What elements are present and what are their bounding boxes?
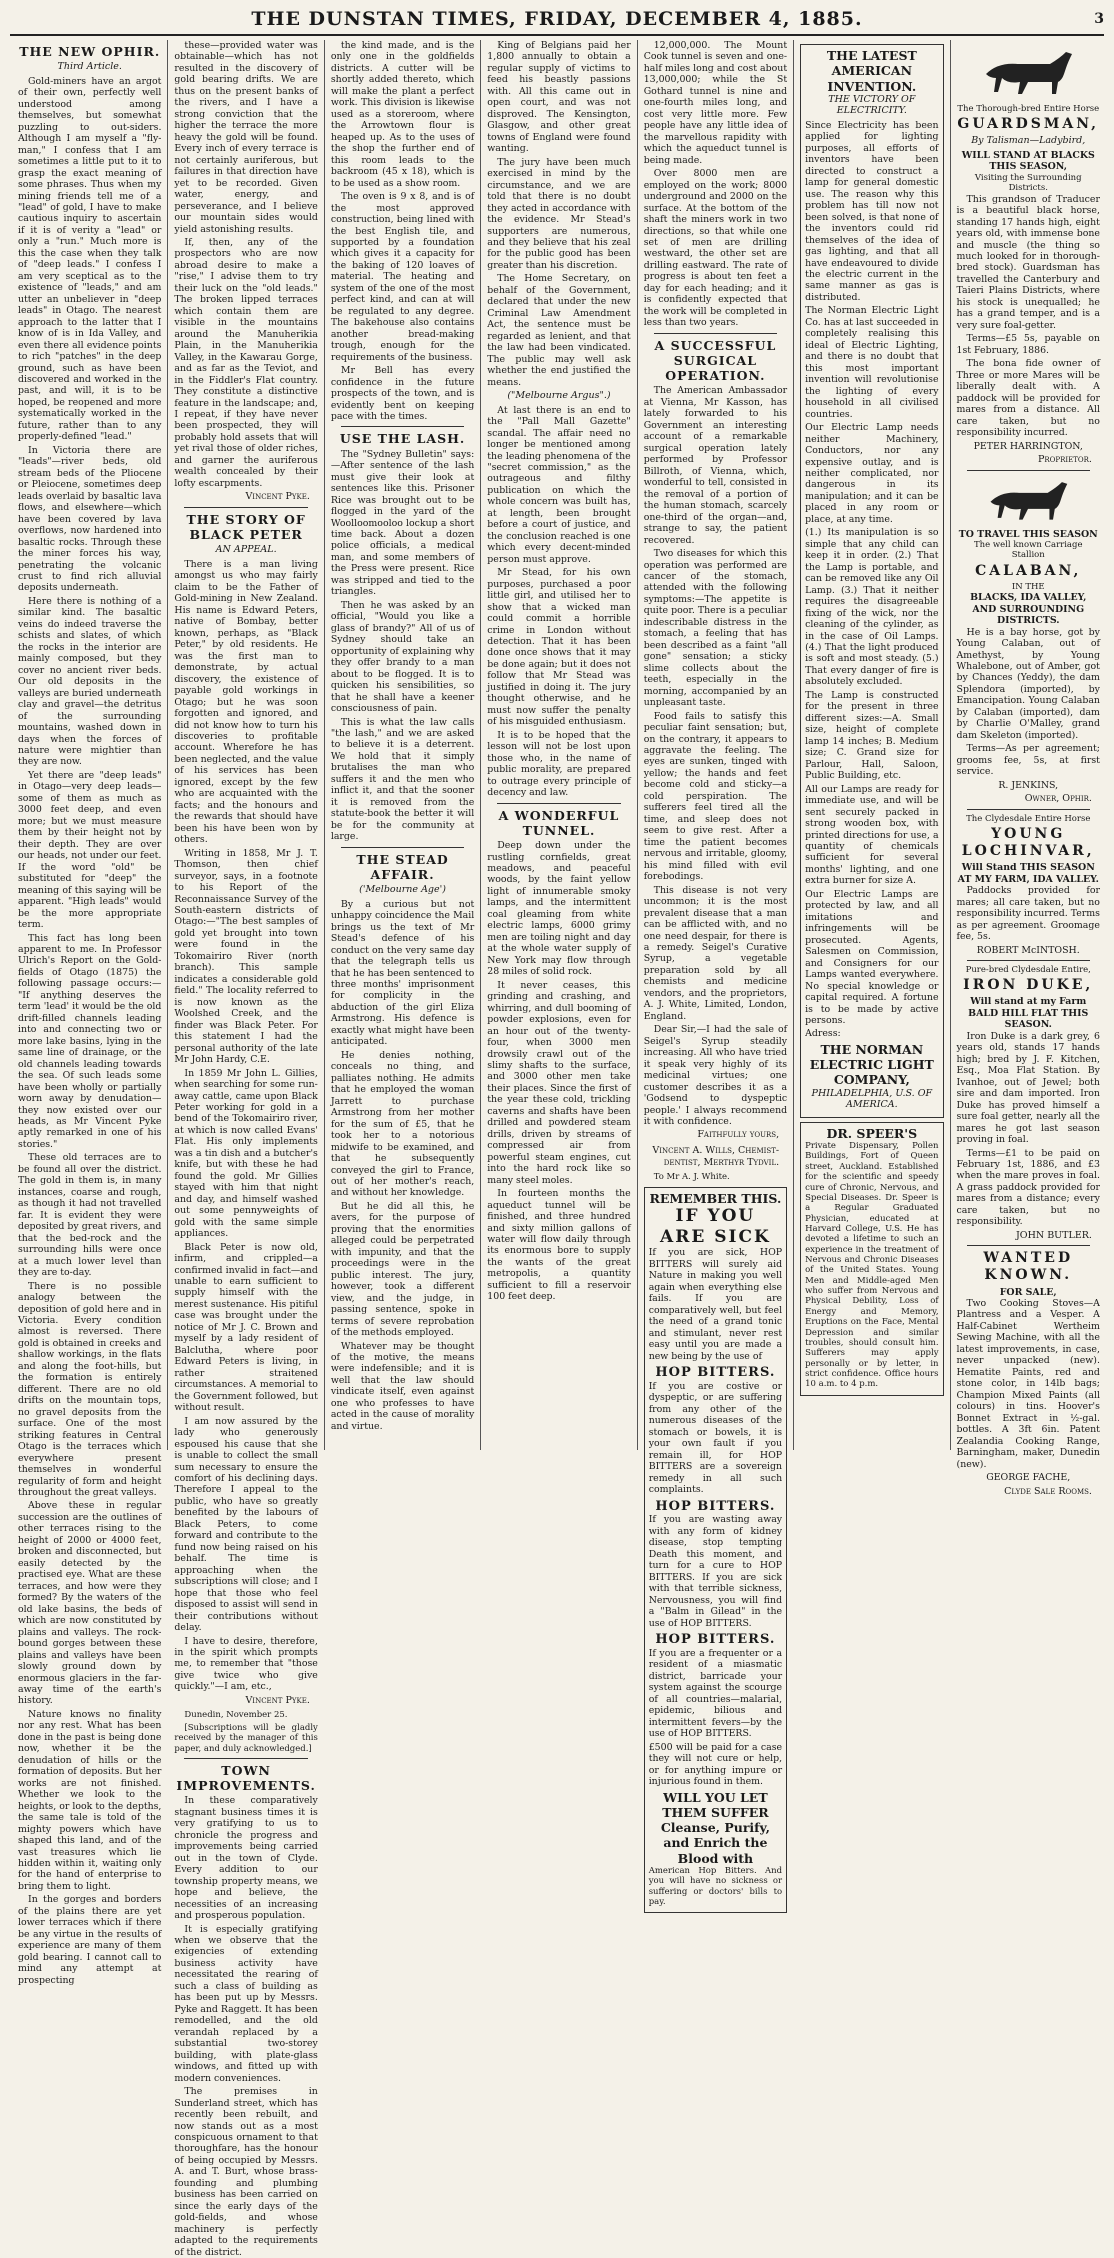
ad-question: WILL YOU LET THEM SUFFER [662, 1789, 769, 1820]
stud-owner: R. JENKINS, [998, 779, 1059, 791]
stud-in: IN THE [1011, 581, 1045, 592]
paragraph: Here there is nothing of a similar kind. The basaltic veins do indeed traverse the schists and slates, of which the rocks in the interior are mainly composed, but they cover no ancient river beds. Our old deposits in the valleys are buried underneath clay and gravel—the detritus of the surrounding mountains, washed down in days when the forces of nature were mightier than they are now. [18, 595, 162, 768]
signature: Vincent Pyke. [245, 491, 310, 503]
column-1 [12, 40, 168, 1986]
column-5 [638, 40, 794, 1907]
divider [184, 1758, 307, 1759]
ad-headline: DR. SPEER'S [826, 1125, 918, 1141]
paragraph: It never ceases, this grinding and crashing, and whirring, and dull booming of powder explosions, even for an hour out of the twenty-four, when 3000 men drowsily crawl out of the slimy shafts to the surface, and 3000 other men take their places. Since the first of the year these cold, trickling caverns and shafts have been drilled and powdered steam drills, driven by streams of compressed air from powerful steam engines, cut into the hard rock like so many steel moles. [487, 979, 631, 1186]
divider [654, 333, 777, 334]
paragraph: He denies nothing, conceals no thing, and palliates nothing. He admits that he employed the woman Jarrett to purchase Armstrong from her mother for the sum of £5, that he took her to a notorious midwife to be examined, and that he subsequently conveyed the girl to France, out of her mother's reach, and without her knowledge. [330, 1049, 475, 1199]
paragraph: In 1859 Mr John L. Gillies, when searching for some run-away cattle, came upon Black Peter working for gold in a bend of the Tokomairiro river, at which is now called Evans' Flat. His only implements was a tin dish and a butcher's knife, but with these he had found the gold. Mr Gillies stayed with him that night and day, and himself washed out some pennyweights of gold with the same simple appliances. [174, 1067, 318, 1240]
sale-items: Two Cooking Stoves—A Plantress and a Vesper. A Half-Cabinet Wertheim Sewing Machine, with all the latest improvements, in case, never unpacked (new). Hematite Paints, red and stone color, in 14lb bags; Champion Mixed Paints (all colours) in tins. Hoover's Bonnet Extract in ½-gal. bottles. A 3ft 6in. Patent Zealandia Cooking Range, Barningham, maker, Dunedin (new). [956, 1298, 1100, 1470]
stud-horse-name: CALABAN, [975, 562, 1082, 579]
article-heading-use-the-lash: USE THE LASH. [339, 431, 466, 447]
ad-list: (1.) Its manipulation is so simple that any child can keep it in order. (2.) That the Lamp is portable, and can be removed like any Oil Lamp. (3.) That it neither requires the disagreeable fixing of the wick, nor the cleaning of the cylinder, as in the case of Oil Lamps. (4.) That the light produced is soft and most steady. (5.) That every danger of fire is absolutely excluded. [805, 527, 939, 688]
divider [184, 507, 307, 508]
ad-brand: HOP BITTERS. [655, 1632, 776, 1648]
ad-subheadline: THE VICTORY OF ELECTRICITY. [828, 93, 916, 117]
ad-paragraph: Private Dispensary, Pollen Buildings, Fort of Queen street, Auckland. Established for the scientific and speedy cure of Chronic, Nervous, and Special Diseases. Dr. Speer is a Regular Graduated Physician, educated at Harvard College, U.S. He has devoted a lifetime to such an experience in the treatment of Nervous and Chronic Diseases of the United States. Young Men and Middle-aged Men who suffer from Nervous and Physical Debility, Loss of Energy and Memory, Eruptions on the Face, Mental Depression and similar troubles, should consult him. Sufferers may apply personally or by letter, in strict confidence. Office hours 10 a.m. to 4 p.m. [805, 1141, 939, 1390]
divider [497, 803, 620, 804]
paragraph: In Victoria there are "leads"—river beds, old stream beds of the Pliocene or Pleiocene, sometimes deep leads overlaid by basaltic lava flows, and elsewhere—which have been covered by lava overflows, now hardened into basaltic rocks. Through these the miner forces his way, penetrating the volcanic crust to find rich alluvial deposits underneath. [18, 444, 162, 594]
article-subheading: AN APPEAL. [215, 544, 277, 556]
column-6 [794, 40, 950, 1450]
ad-paragraph: The Lamp is constructed for the present in three different sizes:—A. Small size, height of complete lamp 14 inches; B. Medium size; C. Grand size for Parlour, Hall, Saloon, Public Building, etc. [805, 689, 939, 782]
column-7 [951, 40, 1106, 1497]
paragraph: At last there is an end to the "Pall Mall Gazette" scandal. The affair need no longer be mentioned among the leading phenomena of the "secret commission," as the outrageous and filthy publication on which the whole concern was built has, at length, been brought before a court of justice, and the conclusion reached is one which every decent-minded person must approve. [487, 404, 631, 565]
stud-owner-role: Proprietor. [1037, 453, 1092, 465]
ad-paragraph: Our Electric Lamps are protected by law, and all imitations and infringements will be prosecuted. Agents, Salesmen on Commission, and Consigners for our Lamps wanted everywhere. No special knowledge or capital required. A fortune is to be made by active persons. [805, 888, 939, 1026]
paragraph: Mr Bell has every confidence in the future prospects of the town, and is evidently bent on keeping pace with the times. [330, 365, 475, 422]
masthead [10, 4, 1104, 36]
column-2 [168, 40, 324, 2258]
paragraph: The American Ambassador at Vienna, Mr Kasson, has lately forwarded to his Government an interesting account of a remarkable surgical operation lately performed by Professor Billroth, of Vienna, which, wonderful to tell, consisted in the removal of a portion of the human stomach, scarcely one-third of the organ—and, strange to say, the patient recovered. [643, 385, 788, 546]
stud-pedigree: By Talisman—Ladybird, [971, 135, 1086, 147]
paragraph: Gold-miners have an argot of their own, perfectly well understood among themselves, but somewhat puzzling to out-siders. Although I am myself a "fly-man," I confess that I am sometimes a little put to it to grasp the exact meaning of some phrases. Thus when my mining friends tell me of a "lead" of gold, I have to make cautious inquiry to ascertain if it is of verity a "lead" or only a "run." Much more is this the case when they talk of "deep leads." I confess I am very sceptical as to the existence of "leads," and am utter an unbeliever in "deep leads" in Otago. The nearest approach to the latter that I know of is in Ida Valley, and even there all evidence points to rich "patches" in the deep ground, such as have been discovered and worked in the past, and will, it is to be hoped, be reopened and more systematically worked in the future, rather than to any properly-defined "lead." [18, 75, 162, 443]
paragraph: The Home Secretary, on behalf of the Government, declared that under the new Criminal Law Amendment Act, the sentence must be regarded as lenient, and that the law had been vindicated. The public may well ask whether the end justified the means. [487, 273, 631, 388]
paragraph: Black Peter is now old, infirm, and crippled—a confirmed invalid in fact—and unable to earn sufficient to supply himself with the merest sustenance. His pitiful case was brought under the notice of Mr J. C. Brown and myself by a lady resident of Balclutha, where poor Edward Peters is living, in rather straitened circumstances. A memorial to the Government followed, but without result. [174, 1241, 318, 1414]
paragraph: The oven is 9 x 8, and is of the most approved construction, being lined with the best English tile, and supported by a foundation which gives it a capacity for the baking of 120 loaves of material. The heating and system of the one of the most perfect kind, and can at will be regulated to any degree. The bakehouse also contains another bread-making trough, enough for the requirements of the business. [330, 191, 475, 363]
stud-stand: Will Stand THIS SEASON AT MY FARM, IDA VALLEY. [957, 862, 1099, 885]
article-source: ('Melbourne Age') [359, 884, 446, 896]
newspaper-title: THE DUNSTAN TIMES, FRIDAY, DECEMBER 4, 1885. [251, 8, 863, 30]
paragraph: the kind made, and is the only one in the goldfields districts. A cutter will be shortly added thereto, which will make the plant a perfect work. This division is likewise used as a storeroom, where the Arrowtown flour is heaped up. As to the uses of the shop the further end of this room leads to the backroom (45 x 18), which is to be used as a show room. [330, 40, 475, 189]
stud-intro: Pure-bred Clydesdale Entire, [965, 965, 1091, 975]
sale-owner-role: Clyde Sale Rooms. [1004, 1485, 1092, 1497]
stud-stand: Will stand at my Farm BALD HILL FLAT THIS SEASON. [968, 996, 1089, 1031]
article-heading-surgical-operation: A SUCCESSFUL SURGICAL OPERATION. [654, 337, 777, 384]
stud-horse-name: GUARDSMAN, [957, 116, 1100, 133]
ad-address-label: Adress: [805, 1028, 841, 1040]
ad-brand: HOP BITTERS. [655, 1498, 776, 1514]
ad-paragraph: If you are sick, HOP BITTERS will surely aid Nature in making you well again when everything else fails. If you are comparatively well, but feel the need of a grand tonic and stimulant, never rest easy until you are made a new being by the use of [648, 1247, 783, 1362]
paragraph: He is a bay horse, got by Young Calaban, out of Amethyst, by Young Whalebone, out of Amber, got by Chances (Yeddy), the dam Splendora (imported), by Emancipation. Young Calaban by Calaban (imported), dam by Charlie O'Malley, grand dam Skeleton (imported). [956, 626, 1100, 741]
paragraph: Dear Sir,—I had the sale of Seigel's Syrup steadily increasing. All who have tried it speak very highly of its medicinal virtues; one customer describes it as a 'Godsend to dyspeptic people.' I always recommend it with confidence. [643, 1024, 788, 1127]
paragraph: Over 8000 men are employed on the work; 8000 underground and 2000 on the surface. At the bottom of the shaft the miners work in two directions, so that while one set of men are drilling westward, the other set are drilling eastward. The rate of progress is about ten feet a day for each heading; and it is confidently expected that the work will be completed in less than two years. [643, 168, 788, 329]
paragraph: Writing in 1858, Mr J. T. Thomson, then chief surveyor, says, in a footnote to his Report of the Reconnaissance Survey of the South-eastern districts of Otago:—"The best samples of gold yet brought into town were found in the Tokomairiro River (north branch). This sample indicates a considerable gold field." The locality referred to is now known as the Woolshed Creek, and the finder was Black Peter. For this statement I had the personal authority of the late Mr John Hardy, C.E. [174, 847, 318, 1066]
paragraph: The "Sydney Bulletin" says:—After sentence of the lash must give their look at sentences like this. Prisoner Rice was brought out to be flogged in the yard of the Woolloomooloo lockup a short time back. About a dozen police officials, a medical man, and some members of the Press were present. Rice was stripped and tied to the triangles. [330, 448, 475, 598]
electric-lamp-advertisement [800, 44, 943, 1118]
ad-paragraph: £500 will be paid for a case they will not cure or help, or for anything impure or injurious found in them. [648, 1741, 783, 1788]
horse-illustration-icon [968, 44, 1088, 100]
paragraph: Food fails to satisfy this peculiar faint sensation; but, on the contrary, it appears to aggravate the feeling. The eyes are sunken, tinged with yellow; the hands and feet become cold and sticky—a cold perspiration. The sufferers feel tired all the time, and sleep does not seem to give rest. After a time the patient becomes nervous and irritable, gloomy, his mind filled with evil forebodings. [643, 710, 788, 883]
column-3 [325, 40, 481, 1450]
stud-visit: Visiting the Surrounding Districts. [974, 172, 1082, 194]
paragraph: Two diseases for which this operation was performed are cancer of the stomach, attended with the following symptoms:—The appetite is quite poor. There is a peculiar indescribable distress in the stomach, a feeling that has been described as a faint "all gone" sensation; a sticky slime collects about the teeth, especially in the morning, accompanied by an unpleasant taste. [643, 548, 788, 709]
paragraph: Then he was asked by an official, "Would you like a glass of brandy?" All of us of Sydney should take an opportunity of explaining why they offer brandy to a man about to be flogged. It is to quicken his sensibilities, so that he shall have a keener consciousness of pain. [330, 599, 475, 715]
paragraph: This grandson of Traducer is a beautiful black horse, standing 17 hands high, eight years old, with immense bone and muscle (the thing so much looked for in thorough-bred stock). Guardsman has travelled the Canterbury and Taieri Plains Districts, where his stock is unequalled; he has a grand temper, and is a very sure foal-getter. [956, 193, 1100, 331]
paragraph: The premises in Sunderland street, which has recently been rebuilt, and now stands out as a most conspicuous ornament to that thoroughfare, has the honour of being occupied by Messrs. A. and T. Burt, whose brass-founding and plumbing business has been carried on since the early days of the gold-fields, and whose machinery is perfectly adapted to the requirements of the district. [174, 2086, 318, 2258]
ad-paragraph: If you are a frequenter or a resident of a miasmatic district, barricade your system against the scourge of all countries—malarial, epidemic, bilious and intermittent fevers—by the use of HOP BITTERS. [648, 1647, 783, 1740]
paragraph: This fact has long been apparent to me. In Professor Ulrich's Report on the Gold-fields of Otago (1875) the following passage occurs:— "If anything deserves the term 'lead' it would be the old drift-filled channels leading into and connecting two or more lake basins, lying in the same line of drainage, or the old channels leading towards the sea. Of such leads some have been wholly or partially worn away by denudation—they now existed over our heads, as Mr Vincent Pyke aptly remarked in one of his stories." [18, 932, 162, 1150]
paragraph: I have to desire, therefore, in the spirit which prompts me, to remember that "those give twice who give quickly."—I am, etc., [174, 1635, 318, 1693]
paragraph: Yet there are "deep leads" in Otago—very deep leads—some of them as much as 3000 feet deep, and even more; but we must measure them by their height not by their depth. They are over our heads, not under our feet. If the word "old" be substituted for "deep" the meaning of this saying will be apparent. "High leads" would be the more appropriate term. [18, 769, 162, 931]
stud-terms: Terms—£1 to be paid on February 1st, 1886, and £3 when the mare proves in foal. A grass paddock provided for mares from a distance; every care taken, but no responsibility. [956, 1147, 1100, 1228]
article-heading-black-peter: THE STORY OF BLACK PETER [186, 511, 306, 543]
hop-bitters-advertisement [644, 1187, 787, 1914]
page-columns [12, 40, 1106, 2258]
paragraph: Nature knows no finality nor any rest. What has been done in the past is being done now, whether it be the denudation of hills or the formation of deposits. But her works are not finished. Whether we look to the heights, or look to the depths, the same tale is told of the mighty powers which have shaped this land, and of the vast treasures which lie hidden within it, waiting only for the hand of enterprise to bring them to light. [18, 1708, 162, 1892]
paragraph: Whatever may be thought of the motive, the means were indefensible; and it is well that the law should vindicate itself, even against one who professes to have acted in the cause of morality and virtue. [330, 1340, 475, 1432]
ad-cleanse: Cleanse, Purify, and Enrich the Blood with [660, 1820, 770, 1866]
ad-city: PHILADELPHIA, U.S. OF AMERICA. [811, 1087, 933, 1111]
paragraph: There is a man living amongst us who may fairly claim to be the Father of Gold-mining in New Zealand. His name is Edward Peters, native of Bombay, better known, perhaps, as "Black Peter," by old residents. He was the first man to demonstrate, by actual discovery, the existence of payable gold workings in Otago; but he was soon forgotten and ignored, and did not know how to turn his discoveries to profitable account. Wherefore he has been neglected, and the value of his services has been ignored, except by the few who are acquainted with the facts; and the honours and the rewards that should have been his have been won by others. [174, 558, 318, 846]
ad-paragraph: Our Electric Lamp needs neither Machinery, Conductors, nor any expensive outlay, and is neither complicated, nor dangerous in its manipulation; and it can be placed in any room or place, at any time. [805, 422, 939, 525]
editor-note: [Subscriptions will be gladly received by the manager of this paper, and duly acknowledged.] [174, 1722, 318, 1754]
addressee: To Mr A. J. White. [653, 1172, 730, 1183]
ad-headline: THE LATEST AMERICAN INVENTION. [826, 48, 917, 94]
ad-company: THE NORMAN ELECTRIC LIGHT COMPANY, [809, 1041, 934, 1088]
dr-speer-advertisement [800, 1122, 943, 1396]
ad-paragraph: The Norman Electric Light Co. has at last succeeded in completely realising this ideal of Electric Lighting, and there is no doubt that this most important invention will revolutionise the lighting of every household in all civilised countries. [805, 305, 939, 420]
ad-footer: American Hop Bitters. And you will have no sickness or suffering or doctors' bills to pay. [648, 1865, 783, 1907]
ad-paragraph: If you are wasting away with any form of kidney disease, stop tempting Death this moment, and turn for a cure to HOP BITTERS. If you are sick with that terrible sickness, Nervousness, you will find a "Balm in Gilead" in the use of HOP BITTERS. [648, 1514, 783, 1629]
paragraph: Above these in regular succession are the outlines of other terraces rising to the height of 2000 or 4000 feet, broken and disconnected, but easily detected by the practised eye. What are these terraces, and how were they formed? By the waters of the old lake basins, the beds of which are now constituted by plains and valleys. The rock-bound gorges between these plains and valleys have been slowly ground down by enormous glaciers in the far-away time of the earth's history. [18, 1500, 162, 1707]
paragraph: In these comparatively stagnant business times it is very gratifying to us to chronicle the progress and improvements being carried out in the town of Clyde. Every addition to our township property means, we hope and believe, the necessities of an increasing and prosperous population. [174, 1795, 318, 1922]
paragraph: Mr Stead, for his own purposes, purchased a poor little girl, and utilised her to show that a wicked man could commit a horrible crime in London without detection. That it has been done once shows that it may be done again; but it does not follow that Mr Stead was justified in doing it. The jury thought otherwise, and he must now suffer the penalty of his misguided enthusiasm. [487, 567, 631, 728]
ad-paragraph: Since Electricity has been applied for lighting purposes, all efforts of inventors have been directed to construct a lamp for general domestic use. The reason why this problem has till now not been solved, is that none of the inventors could rid themselves of the idea of gas lighting, and that all have endeavoured to divide the electric current in the same manner as gas is distributed. [805, 119, 939, 303]
paragraph: This disease is not very uncommon; it is the most prevalent disease that a man can be afflicted with, and no one need despair, for there is a remedy. Seigel's Curative Syrup, a vegetable preparation sold by all chemists and medicine vendors, and the proprietors, A. J. White, Limited, London, England. [643, 884, 788, 1022]
article-subheading: Third Article. [57, 61, 122, 73]
divider [341, 847, 464, 848]
ad-headline: IF YOU ARE SICK [660, 1205, 771, 1247]
sale-owner: GEORGE FACHE, [986, 1472, 1071, 1484]
stud-intro: The Thorough-bred Entire Horse [957, 104, 1100, 114]
divider [967, 1245, 1090, 1246]
signature: Faithfully yours, [697, 1129, 780, 1141]
article-heading-town-improvements: TOWN IMPROVEMENTS. [176, 1762, 316, 1794]
page-number: 3 [1094, 11, 1104, 27]
paragraph: If, then, any of the prospectors who are now abroad desire to make a "rise," I advise them to try their luck on the "old leads." The broken lipped terraces which contain them are visible in the mountains around the Manuherikia Plain, in the Manuherikia Valley, in the Kawarau Gorge, and as far as the Teviot, and in the Fiddler's Flat country. They constitute a distinctive feature in the landscape; and, I repeat, if they have never been prospected, they will probably hold assets that will yet rival those of older riches, and garner the auriferous wealth concealed by their lofty escarpments. [174, 236, 318, 489]
stud-terms: Terms—As per agreement; grooms fee, 5s, at first service. [956, 743, 1100, 778]
divider [967, 809, 1090, 810]
horse-illustration-icon [973, 475, 1083, 525]
paragraph: In fourteen months the aqueduct tunnel will be finished, and three hundred and sixty million gallons of water will flow daily through its enormous bore to supply the wants of the great metropolis, a quantity sufficient to fill a reservoir 100 feet deep. [487, 1188, 631, 1303]
paragraph: I am now assured by the lady who generously espoused his cause that she is unable to collect the small sum necessary to ensure the comfort of his declining days. Therefore I appeal to the public, who have so greatly benefited by the labours of Black Peters, to come forward and contribute to the fund now being raised on his behalf. The time is approaching when the subscriptions will close; and I hope that those who feel disposed to assist will send in their contributions without delay. [174, 1415, 318, 1634]
paragraph: King of Belgians paid her 1,800 annually to obtain a regular supply of victims to feed his beastly passions with. All this came out in open court, and was not disproved. The Kensington, Glasgow, and other great towns of England were found wanting. [487, 40, 631, 155]
paragraph: These old terraces are to be found all over the district. The gold in them is, in many instances, coarse and rough, as though it had not travelled far. It is evident they were deposited by great rivers, and that the bed-rock and the surrounding hills were once at a much lower level than they are to-day. [18, 1152, 162, 1279]
column-4 [481, 40, 637, 1450]
paragraph: In the gorges and borders of the plains there are yet lower terraces which if there be any virtue in the results of experience are many of them gold bearing. I cannot call to mind any attempt at prospecting [18, 1894, 162, 1986]
wanted-known-heading: WANTED KNOWN. [983, 1250, 1074, 1284]
ad-paragraph: All our Lamps are ready for immediate use, and will be sent securely packed in strong wooden box, with printed directions for use, a quantity of chemicals sufficient for several months' lighting, and one extra burner for size A. [805, 783, 939, 887]
stud-terms: Terms—£5 5s, payable on 1st February, 1886. [956, 333, 1100, 356]
paragraph: Paddocks provided for mares; all care taken, but no responsibility incurred. Terms as per agreement. Groomage fee, 5s. [956, 885, 1100, 943]
ad-remember: REMEMBER THIS. [649, 1190, 782, 1206]
signature: Vincent Pyke. [245, 1694, 310, 1706]
stud-intro: The well known Carriage Stallion [974, 540, 1083, 561]
paragraph: these—provided water was obtainable—which has not resulted in the discovery of gold bearing drifts. We are thus on the present banks of the rivers, and I have a strong conviction that the higher the terrace the more heavy the gold will be found. Every inch of every terrace is not certainly auriferous, but failures in that direction have yet to be recorded. Given water, energy, and perseverance, and I believe our mountain sides would yield astonishing results. [174, 40, 318, 235]
paragraph: There is no possible analogy between the deposition of gold here and in Victoria. Every condition almost is reversed. There gold is obtained in creeks and shallow workings, in the flats and along the foot-hills, but the formation is entirely different. There are no old drifts on the mountain tops, no gravel deposits from the surface. One of the most striking features in Central Otago is the terraces which everywhere present themselves in wonderful regularity of form and height throughout the great valleys. [18, 1280, 162, 1499]
stud-stand: WILL STAND AT BLACKS THIS SEASON, [961, 150, 1095, 173]
for-sale-heading: FOR SALE, [999, 1286, 1057, 1298]
paragraph: Iron Duke is a dark grey, 6 years old, stands 17 hands high; bred by J. F. Kitchen, Esq., Moa Flat Station. By Ivanhoe, out of Jewel; both sire and dam imported. Iron Duke has proved himself a sure foal getter, nearly all the mares he got last season proving in foal. [956, 1030, 1100, 1146]
signature: Vincent A. Wills, Chemist-dentist, Merthyr Tydvil. [652, 1145, 780, 1168]
dateline: Dunedin, November 25. [184, 1710, 288, 1721]
paragraph: It is especially gratifying when we observe that the exigencies of extending business activity have necessitated the rearing of such a class of building as has been put up by Messrs. Pyke and Raggett. It has been remodelled, and the old verandah replaced by a substantial two-storey building, with plate-glass windows, and fitted up with modern conveniences. [174, 1923, 318, 2084]
ad-brand: HOP BITTERS. [655, 1364, 776, 1380]
paragraph: It is to be hoped that the lesson will not be lost upon those who, in the name of public morality, are prepared to outrage every principle of decency and law. [487, 729, 631, 799]
stud-note: The bona fide owner of Three or more Mares will be liberally dealt with. A paddock will be provided for mares from a distance. All care taken, but no responsibility incurred. [956, 358, 1100, 439]
ad-paragraph: If you are costive or dyspeptic, or are suffering from any other of the numerous diseases of the stomach or bowels, it is your own fault if you remain ill, for HOP BITTERS are a sovereign remedy in all such complaints. [648, 1380, 783, 1496]
paragraph: Deep down under the rustling cornfields, great meadows, and peaceful woods, by the faint yellow light of innumerable smoky lamps, and the intermittent coal gleaming from white electric lamps, 6000 grimy men are toiling night and day at the whole water supply of New York may flow through 28 miles of solid rock. [487, 840, 631, 978]
article-heading-new-ophir: THE NEW OPHIR. [19, 44, 161, 59]
divider [341, 426, 464, 427]
paragraph: But he did all this, he avers, for the purpose of proving that the enormities alleged could be perpetrated with impunity, and that the proceedings were in the public interest. The jury, however, took a different view, and the judge, in passing sentence, spoke in terms of severe reprobation of the methods employed. [330, 1200, 475, 1339]
paragraph: This is what the law calls "the lash," and we are asked to believe it is a deterrent. We hold that it simply brutalises the man who suffers it and the men who inflict it, and that the sooner it is removed from the statute-book the better it will be for the community at large. [330, 716, 475, 843]
stud-intro: The Clydesdale Entire Horse [966, 813, 1091, 824]
stud-area: BLACKS, IDA VALLEY, AND SURROUNDING DISTRICTS. [970, 592, 1087, 627]
stud-horse-name: IRON DUKE, [963, 977, 1094, 994]
stud-head: TO TRAVEL THIS SEASON [958, 528, 1098, 540]
stud-owner: ROBERT McINTOSH. [976, 944, 1080, 956]
stud-horse-name: YOUNG LOCHINVAR, [961, 826, 1095, 860]
stud-owner-role: Owner, Ophir. [1024, 793, 1092, 805]
paragraph: By a curious but not unhappy coincidence the Mail brings us the text of Mr Stead's defence of his conduct on the very same day that the telegraph tells us that he has been sentenced to three months' imprisonment for complicity in the abduction of the girl Eliza Armstrong. His defence is exactly what might have been anticipated. [330, 898, 475, 1048]
divider [967, 960, 1090, 961]
paragraph: The jury have been much exercised in mind by the circumstance, and we are told that there is no doubt they acted in accordance with the evidence. Mr Stead's supporters are numerous, and they believe that his zeal for the public good has been greater than his discretion. [487, 156, 631, 271]
paragraph: 12,000,000. The Mount Cook tunnel is seven and one-half miles long and cost about 13,000,000; while the St Gothard tunnel is nine and one-fourth miles long, and cost very little more. Few people have any little idea of the marvellous rapidity with which the aqueduct tunnel is being made. [643, 40, 788, 166]
article-source: ("Melbourne Argus".) [507, 390, 611, 402]
stud-owner: PETER HARRINGTON, [973, 440, 1083, 452]
article-heading-stead-affair: THE STEAD AFFAIR. [356, 851, 449, 882]
article-heading-wonderful-tunnel: A WONDERFUL TUNNEL. [498, 807, 620, 838]
stud-owner: JOHN BUTLER. [1015, 1229, 1092, 1241]
divider [967, 470, 1090, 471]
